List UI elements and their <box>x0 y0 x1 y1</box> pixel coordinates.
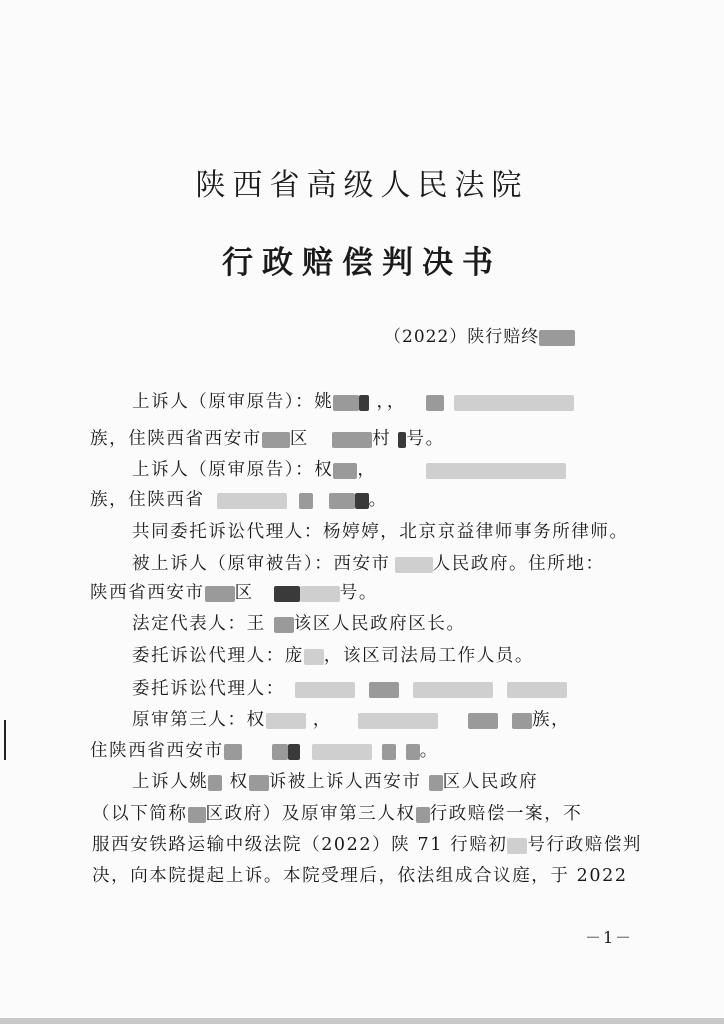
appellee-address <box>90 579 378 604</box>
redaction <box>205 586 235 602</box>
appellant2-address: 族，住陕西省 。 <box>90 490 388 510</box>
redaction <box>288 744 300 760</box>
district-text: 区 <box>234 583 254 603</box>
redaction <box>217 493 287 509</box>
redaction <box>208 775 222 791</box>
appellant1-address <box>90 425 445 450</box>
document-title: 行政赔偿判决书 <box>222 245 502 281</box>
redaction <box>249 775 269 791</box>
legal-rep-label: 法定代表人：王 <box>132 614 266 634</box>
redaction <box>300 586 340 602</box>
appellant1-label: 上诉人（原审原告）：姚 <box>132 392 334 412</box>
body-text: 区人民政府 <box>442 772 539 792</box>
redaction <box>274 586 300 602</box>
redaction <box>395 557 433 573</box>
redaction <box>454 395 574 411</box>
body-text: 权 <box>229 772 249 792</box>
district-text: 区 <box>289 429 310 449</box>
joint-agent: 共同委托诉讼代理人：杨婷婷，北京京益律师事务所律师。 <box>132 522 629 542</box>
redaction <box>539 330 575 346</box>
redaction <box>429 775 443 791</box>
redaction <box>507 838 527 854</box>
redaction <box>224 744 242 760</box>
redaction <box>332 432 372 448</box>
redaction <box>274 617 294 633</box>
agent2-label: 委托诉讼代理人：庞 <box>132 646 304 666</box>
redaction <box>188 807 206 823</box>
legal-rep-line <box>132 610 466 635</box>
appellee-text: 人民政府。住所地： <box>432 554 605 574</box>
page-number: －1－ <box>585 928 634 947</box>
body-text: 号行政赔偿判 <box>527 835 643 855</box>
redaction <box>304 649 324 665</box>
third-party-label: 原审第三人：权 <box>132 710 266 730</box>
appellant2-label: 上诉人（原审原告）：权 <box>132 460 334 480</box>
agent3-label: 委托诉讼代理人： <box>132 679 285 699</box>
third-party-line: 原审第三人：权 ， 族， <box>132 710 571 730</box>
redaction <box>329 493 355 509</box>
redaction <box>512 713 532 729</box>
redaction <box>426 395 444 411</box>
body-text: 区政府）及原审第三人权 <box>205 804 416 824</box>
case-number <box>384 322 575 347</box>
redaction <box>468 713 498 729</box>
appellant1-line: 上诉人（原审原告）：姚 ，， <box>132 388 574 413</box>
redaction <box>295 682 355 698</box>
redaction <box>413 682 493 698</box>
redaction <box>355 493 369 509</box>
redaction <box>416 807 430 823</box>
redaction <box>333 463 357 479</box>
address-text: 族，住陕西省 <box>90 490 205 510</box>
redaction <box>369 682 399 698</box>
redaction <box>507 682 567 698</box>
scan-edge-mark <box>4 720 6 760</box>
redaction <box>299 493 313 509</box>
appellee-label: 被上诉人（原审被告）：西安市 <box>132 554 391 574</box>
body-line-3 <box>92 831 642 856</box>
redaction <box>262 432 290 448</box>
body-text: （以下简称 <box>92 804 188 824</box>
agent3-line <box>132 675 567 700</box>
redaction <box>333 395 359 411</box>
body-text: 行政赔偿一案，不 <box>429 804 583 824</box>
address-text: 陕西省西安市 <box>90 583 205 603</box>
court-name: 陕西省高级人民法院 <box>195 168 529 203</box>
agent2-line <box>132 642 534 667</box>
body-line-1 <box>132 768 538 793</box>
redaction <box>426 463 566 479</box>
number-text: 号。 <box>339 583 378 603</box>
appellee-line <box>132 550 605 575</box>
body-text: 上诉人姚 <box>132 772 209 792</box>
case-number-text: （2022）陕行赔终 <box>384 327 540 347</box>
body-text: 服西安铁路运输中级法院（2022）陕 71 行赔初 <box>92 835 508 855</box>
scan-bottom-edge <box>0 1018 724 1024</box>
redaction <box>266 713 306 729</box>
third-party-address: 住陕西省西安市 。 <box>90 741 439 761</box>
redaction <box>406 744 420 760</box>
village-text: 村 <box>372 429 392 449</box>
body-line-2 <box>92 800 582 825</box>
appellant2-line: 上诉人（原审原告）：权 ， <box>132 456 566 481</box>
body-text: 诉被上诉人西安市 <box>268 772 422 792</box>
redaction <box>272 744 288 760</box>
body-line-4: 决，向本院提起上诉。本院受理后，依法组成合议庭，于 2022 <box>92 866 628 886</box>
agent2-text: ，该区司法局工作人员。 <box>323 646 535 666</box>
address-text: 住陕西省西安市 <box>90 741 224 761</box>
address-text: 族，住陕西省西安市 <box>90 429 262 449</box>
redaction <box>312 744 372 760</box>
number-text: 号。 <box>406 429 445 449</box>
redaction <box>358 713 438 729</box>
redaction <box>359 395 369 411</box>
redaction <box>382 744 396 760</box>
legal-rep-text: 该区人民政府区长。 <box>293 614 466 634</box>
ethnicity-text: 族， <box>531 710 571 730</box>
